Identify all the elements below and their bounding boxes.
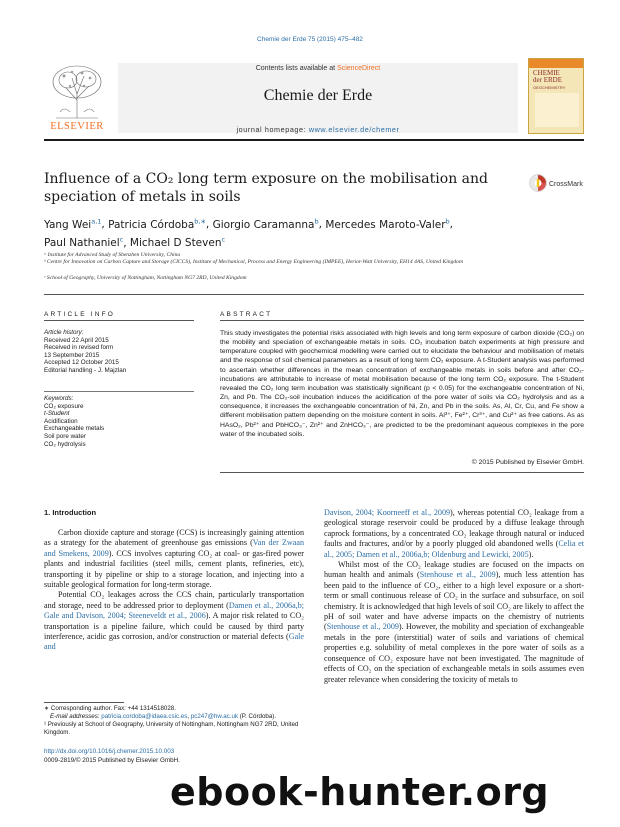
sciencedirect-link[interactable]: ScienceDirect bbox=[337, 65, 381, 72]
history-item: Received in revised form bbox=[44, 344, 114, 352]
email-link-2[interactable]: pc247@hw.ac.uk bbox=[190, 713, 238, 720]
history-item: 13 September 2015 bbox=[44, 351, 100, 359]
footnote-rule bbox=[44, 702, 124, 703]
keywords-label: Keywords: bbox=[44, 395, 74, 402]
body-column-left bbox=[44, 528, 304, 653]
keywords bbox=[44, 395, 194, 448]
affiliation-a: ᵃ Institute for Advanced Study of Shenzhen University, China bbox=[44, 252, 181, 258]
affiliation-c: ᶜ School of Geography, University of Nottingham, Nottingham NG7 2RD, United Kingdom bbox=[44, 275, 247, 281]
cover-title-2: der ERDE bbox=[533, 76, 562, 84]
footnote-email bbox=[44, 713, 306, 721]
article-info-heading: ARTICLE INFO bbox=[44, 311, 116, 318]
footnotes bbox=[44, 705, 306, 737]
cover-illustration bbox=[535, 93, 579, 127]
body-text: ), whereas potential CO₂ leakage from a geological storage reservoir could be produced by a diffuse leakage through caprock formations, by a concentrated CO₂ leakage through natural or induced faults and fractures, and/or by a poorly plugged old abandoned wells ( bbox=[324, 508, 584, 549]
cover-top-band bbox=[529, 59, 584, 68]
citation-link[interactable]: Gale and bbox=[44, 632, 304, 652]
email-suffix: (P. Córdoba). bbox=[238, 713, 277, 720]
header-rule bbox=[44, 139, 584, 141]
abstract-copyright: © 2015 Published by Elsevier GmbH. bbox=[471, 459, 584, 466]
body-paragraph bbox=[44, 528, 304, 590]
email-link-1[interactable]: patricia.cordoba@idaea.csic.es bbox=[101, 713, 188, 720]
body-text: Carbon dioxide capture and storage (CCS) is increasingly gaining attention as a strategy for the abatement of greenhouse gas emissions ( bbox=[44, 528, 304, 548]
keyword-item: Soil pore water bbox=[44, 432, 86, 440]
author[interactable]: Giorgio Caramanna$^b$ bbox=[212, 217, 319, 231]
abstract-rule bbox=[220, 320, 584, 321]
author[interactable]: Michael D Steven$^c$ bbox=[129, 235, 226, 249]
citation-link[interactable]: Damen et al., 2006a,b; Gale and Davison, 2004; Steeneveldt et al., 2006 bbox=[44, 600, 304, 621]
history-item: Editorial handling - J. Majzlan bbox=[44, 366, 127, 374]
body-paragraph bbox=[44, 590, 304, 652]
citation-link[interactable]: Celia et al., 2005; Damen et al., 2006a,b; Oldenburg and Lewicki, 2005 bbox=[324, 539, 584, 559]
history-item: Received 22 April 2015 bbox=[44, 336, 109, 344]
homepage-line bbox=[118, 125, 518, 134]
affiliation-b: ᵇ Centre for Innovation on Carbon Capture and Storage (CICCS), Institute of Mechanical, Process and Energy Engineering (IMPEE), Heriot-Watt University, EH14 4AS, United Kingdom bbox=[44, 259, 464, 265]
introduction-heading: 1. Introduction bbox=[44, 508, 97, 517]
journal-title: Chemie der Erde bbox=[263, 87, 373, 104]
issn-line: 0009-2819/© 2015 Published by Elsevier GmbH. bbox=[44, 757, 180, 764]
journal-citation[interactable]: Chemie der Erde 75 (2015) 475–482 bbox=[257, 36, 363, 43]
watermark: ebook-hunter.org bbox=[170, 770, 550, 814]
article-history bbox=[44, 329, 194, 375]
keyword-item: CO₂ exposure bbox=[44, 402, 84, 410]
info-divider bbox=[44, 391, 194, 392]
keyword-item: CO₂ hydrolysis bbox=[44, 440, 86, 448]
history-label: Article history: bbox=[44, 329, 84, 336]
author[interactable]: Yang Wei$^{a,1}$ bbox=[44, 217, 102, 231]
author[interactable]: Mercedes Maroto-Valer$^b$ bbox=[325, 217, 450, 231]
contents-prefix: Contents lists available at bbox=[255, 65, 338, 72]
body-paragraph bbox=[324, 560, 584, 685]
homepage-prefix: journal homepage: bbox=[236, 125, 309, 134]
cover-subtitle: GEOCHEMISTRY bbox=[533, 85, 566, 90]
email-label: E-mail addresses: bbox=[50, 713, 102, 720]
abstract-bottom-rule bbox=[220, 472, 584, 473]
footnote-1: ¹ Previously at School of Geography, University of Nottingham, Nottingham NG7 2RD, United Kingdom. bbox=[44, 721, 299, 736]
body-text: Whilst most of the CO₂ leakage studies are focused on the impacts on human health and animals ( bbox=[324, 560, 584, 580]
history-item: Accepted 12 October 2015 bbox=[44, 359, 119, 367]
cover-title bbox=[533, 70, 562, 84]
citation-link[interactable]: Davison, 2004; Koorneeff et al., 2009 bbox=[324, 508, 451, 517]
contents-line bbox=[118, 65, 518, 72]
body-text: ), much less attention has been paid to the influence of CO₂, either to a high level exposure or a short-term or small continuous release of CO₂ in the surface and subsurface, on soil chemistry. It is acknowledged that high levels of soil CO₂ are likely to affect the pH of soil water and have adverse impacts on the chemistry of nutrients ( bbox=[324, 570, 584, 632]
body-text: ). However, the mobility and speciation of exchangeable metals in the pore (interstitial) water of soils and variations of chemical properties e.g. solubility of metal complexes in the pore water of soils as a consequence of CO₂ exposure have not been investigated. The magnitude of effects of CO₂ on the speciation of exchangeable metals in soils assumes even greater relevance when considering the toxicity of metals to bbox=[324, 622, 584, 684]
crossmark-icon[interactable] bbox=[529, 174, 547, 196]
body-text: ). CCS involves capturing CO₂ at coal- or gas-fired power plants and industrial facilities (steel mills, cement plants, refineries, etc), transporting it by pipeline or ship to a storage location, and injecting into a suitable geological formation for long-term storage. bbox=[44, 548, 304, 590]
affiliation-rule bbox=[44, 294, 584, 295]
abstract-heading: ABSTRACT bbox=[220, 311, 273, 318]
author[interactable]: Paul Nathaniel$^c$ bbox=[44, 235, 124, 249]
citation-link[interactable]: Stenhouse et al., 2009 bbox=[419, 570, 496, 580]
body-text: ). bbox=[528, 549, 534, 559]
article-info-rule bbox=[44, 320, 194, 321]
homepage-link[interactable]: www.elsevier.de/chemer bbox=[308, 125, 400, 134]
article-title: Influence of a CO₂ long term exposure on the mobilisation and speciation of metals in soils bbox=[44, 171, 488, 205]
keyword-item: Acidification bbox=[44, 417, 78, 425]
body-paragraph bbox=[324, 508, 584, 560]
keyword-item: Exchangeable metals bbox=[44, 425, 105, 433]
crossmark-label[interactable]: CrossMark bbox=[549, 181, 583, 188]
author[interactable]: Patricia Córdoba$^{b,∗}$ bbox=[108, 217, 206, 231]
body-text: Potential CO₂ leakages across the CCS chain, particularly transportation and storage, need to be addressed prior to deployment ( bbox=[44, 590, 304, 610]
doi-link[interactable]: http://dx.doi.org/10.1016/j.chemer.2015.10.003 bbox=[44, 748, 175, 755]
abstract-text: This study investigates the potential risks associated with high levels and long term exposure of carbon dioxide (CO₂) on the mobility and speciation of exchangeable metals in soils. CO₂ incubation batch experiments at high pressure and temperature coupled with geochemical modelling were carried out to elucidate the behaviour and mobilisation of metals and the response of soil chemical parameters as a result of long term CO₂ exposure. A t-Student analysis was performed to ascertain whether differences in the mean concentration of exchangeable metals in soils before and after CO₂-incubations are attributable to increase of metal mobilisation because of the long term CO₂ exposure. The t-Student revealed the CO₂ long term incubation was statistically significant (p < 0.05) for the exchangeable concentration of Ni, Zn, and Pb. The CO₂-soil incubation induces the acidification of the pore water of soils via CO₂ hydrolysis and as a consequence, it increases the exchangeable concentration of Ni, Zn, and Pb in the soils. As, Al, Cr, Cu, and Fe show a different mobilisation pattern depending on the moisture content in soils. Al³⁺, Fe²⁺, Cr³⁺, and Cu²⁺ as free cations. As as HAsO₂, Pb²⁺ and PbHCO₃⁻, Zn²⁺ and ZnHCO₃⁻, are predicted to be the predominant aqueous complexes in the pore water of the incubated soils. bbox=[220, 330, 584, 438]
body-text: ). A major risk related to CO₂ transportation is a pipeline failure, which could be caused by third party interference, acidic gas corrosion, and/or construction or material defects ( bbox=[44, 611, 304, 642]
journal-cover-thumbnail[interactable] bbox=[528, 58, 584, 134]
footnote-corresponding: ∗ Corresponding author. Fax: +44 1314518028. bbox=[44, 705, 176, 712]
citation-link[interactable]: Van der Zwaan and Smekens, 2009 bbox=[44, 538, 304, 558]
elsevier-wordmark: ELSEVIER bbox=[50, 121, 104, 132]
email-separator: , bbox=[187, 713, 191, 720]
citation-link[interactable]: Stenhouse et al., 2009 bbox=[326, 622, 399, 632]
cover-title-1: CHEMIE bbox=[533, 69, 560, 77]
keyword-item: t-Student bbox=[44, 410, 70, 418]
author-list: Yang Wei$^{a,1}$, Patricia Córdoba$^{b,∗}$, Giorgio Caramanna$^b$, Mercedes Maroto-Valer$^b$, Paul Nathaniel$^c$, Michael D Steven$^c$ bbox=[44, 217, 453, 249]
body-column-right bbox=[324, 508, 584, 685]
